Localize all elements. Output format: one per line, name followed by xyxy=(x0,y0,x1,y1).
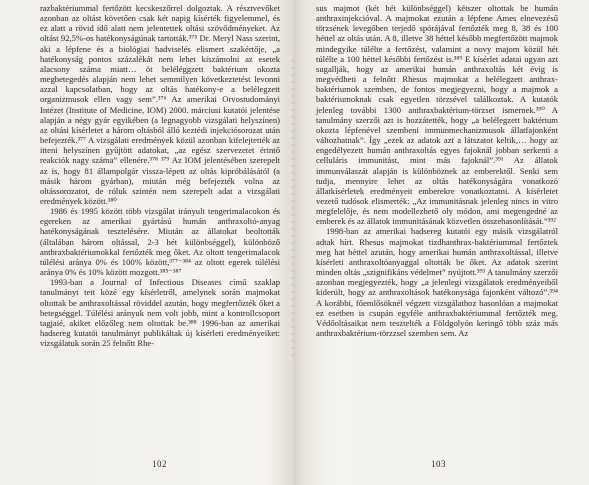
right-text-column xyxy=(316,3,558,338)
paragraph: 1998-ban az amerikai hadsereg kutatói egy másik vizsgálatról adtak hírt. Rhesus majmokat tizdhanthrax-baktériummal fertőztek meg hat héttel azután, hogy amerikai humán anthraxoltással, illetve kísérleti anthraxoltóanyaggal oltották be őket. Az adatok szerint minden oltás „szignifikáns védelmet” nyújtott.³⁹³ A tanulmány szerzői azonban megjegyezték, hogy „a jelenlegi vizsgálatok eredményeiből kiderült, hogy az anthraxoltások hatékonysága fajonként változó”.³⁹⁴ A korábbi, főemlősöknél végzett vizsgálathoz hasonlóan a majmokat ez esetben is csupán egyféle anthraxbaktériummal fertőzték meg. Védőoltásaikat nem tesztelték a Földgolyón keringő több száz más anthraxbaktérium-törzzsel szemben sem. Az xyxy=(316,226,558,338)
paragraph: 1986 és 1995 között több vizsgálat irányult tengerimalacokon és egereken az amerikai gyártású humán anthraxoltó-anyag hatékonyságának tesztelésére. Miután az állatokat beoltották (általában három oltással, 2-3 hét különbséggel), különböző anthraxbaktériumokkal fertőzték meg őket. Az oltott tengerimalacok túlélési aránya 0% és 100% között,³⁷⁷⁻³⁸⁴ az oltott egerek túlélési aránya 0% és 10% között mozgott.³⁸⁵⁻³⁸⁷ xyxy=(40,206,280,278)
paragraph: 1993-ban a Journal of Infectious Diseases című szaklap tanulmányt tett közé egy kísérletről, amelynek során majmokat oltottak be anthraxoltással röviddel azután, hogy megfertőzték őket a betegséggel. Túlélési arányuk nem volt jobb, mint a kontrollcsoport tagjaié, akiket előzőleg nem oltottak be.³⁸⁸ 1996-ban az amerikai hadsereg kutatói tanulmányt publikáltak új kísérleti eredményeiket: vizsgálatuk során 25 felnőtt Rhe- xyxy=(40,277,280,349)
paragraph: razbaktériummal fertőzött kecskeszőrrel dolgoztak. A résztvevőket azonban az oltást követően csak két napig kísérték figyelemmel, és ez alatt a rövid idő alatt nem jelentettek oltási szövődményeket. Az oltást 92,5%-os hatékonyságúnak tartották.³⁷⁵ Dr. Meryl Nass szerint, aki a lépfene és a biológiai hadviselés elismert szakértője, „a hatékonyság pontos százalékát nem lehet kiszámolni az esetek alacsony száma miatt… öt beléléggzett baktérium okozta megbetegedés alapján nem lehet semmilyen következtetést levonni azzal kapcsolatban, hogy az oltás hatékony-e a belélegzett organizmusok ellen vagy sem”.³⁷⁶ Az amerikai Orvostudományi Intézet (Institute of Medicine, IOM) 2000. márciusi kutatói jelentése alapján a négy gyár egyikében (a legnagyobb vizsgálati helyszínen) az oltási kísérletet a három oltásból álló keztédi injekciósorozat után befejezték.³⁷⁷ A vizsgálati eredmények közül azonban kifelejtették az itteni helyszínen gyűjtött adatokat, „az egész szervezetet érintő reakciók nagy száma” ellenére.³⁷⁸ ³⁷⁹ Az IOM jelentésében szerepelt az is, hogy 81 állampolgár vissza-lépett az oltás kipróbálásától (a másik három gyárban), miután még befejezték volna az oltássorozatot, de róluk szintén nem szerepelt adat a vizsgálati eredmények között.³⁸⁰ xyxy=(40,3,280,206)
page-number: 102 xyxy=(152,459,167,469)
paragraph: sus majmot (két hét különbséggel) kétszer oltottak be humán anthraxinjekcióval. A majmokat ezután a lépfene Ames elnevezésű törzsének levegőben terjedő spórájával fertőzték meg 8, 38 és 100 héttel az oltás után. A 8, illetve 38 héttel később megfertőzött majmok mindegyike túlélte a fertőzést, valamint a novy majom közül hét túlélte a 100 héttel későbbi fertőzést is.³⁸⁹ E kísérlet adatai ugyan azt sugallják, hogy az amerikai humán anthraxoltás két évig is megvédheti a felnőtt Rhesus majmokat a belélegzett anthrax-baktériumok szemben, de fontos megjegyezni, hogy a majmok a baktériumoknak csak egyetlen törzsével találkoztak. A kutatók jelenleg további 1300 anthraxbaktérium-törzset ismernek.³⁹⁰ A tanulmány szerzői azt is hozzátették, hogy „a belélegzett baktérium okozta lépfenével szembeni immunmechanizmusok állatfajonként változhatnak”. Így „ezek az adatok azt a látszatot keltik,… hogy az engedélyezett humán anthraxoltás egyes fajoknál jobban serkenti a celluláris immunitást, mint más fajoknál”.³⁹¹ Az állatok immunválaszát alapján is különböznek az emberektől. Senki sem tudja, mennyire lehet az oltás hatékonyságára vonatkozó állatkísérletek eredményeit emberekre vonatkoztatni. A kísérletet vezető tudósok elismerték: „Az immunitásnak jelenleg nincs in vitro megfelelője, és nem modellezhető oly módon, ami megengedné az emberek és az állatok immunitásának közvetlen összehasonlítását.”³⁹² xyxy=(316,3,558,227)
left-text-column xyxy=(40,3,280,348)
page-number: 103 xyxy=(431,459,446,469)
left-page xyxy=(0,0,294,485)
right-page xyxy=(295,0,589,485)
